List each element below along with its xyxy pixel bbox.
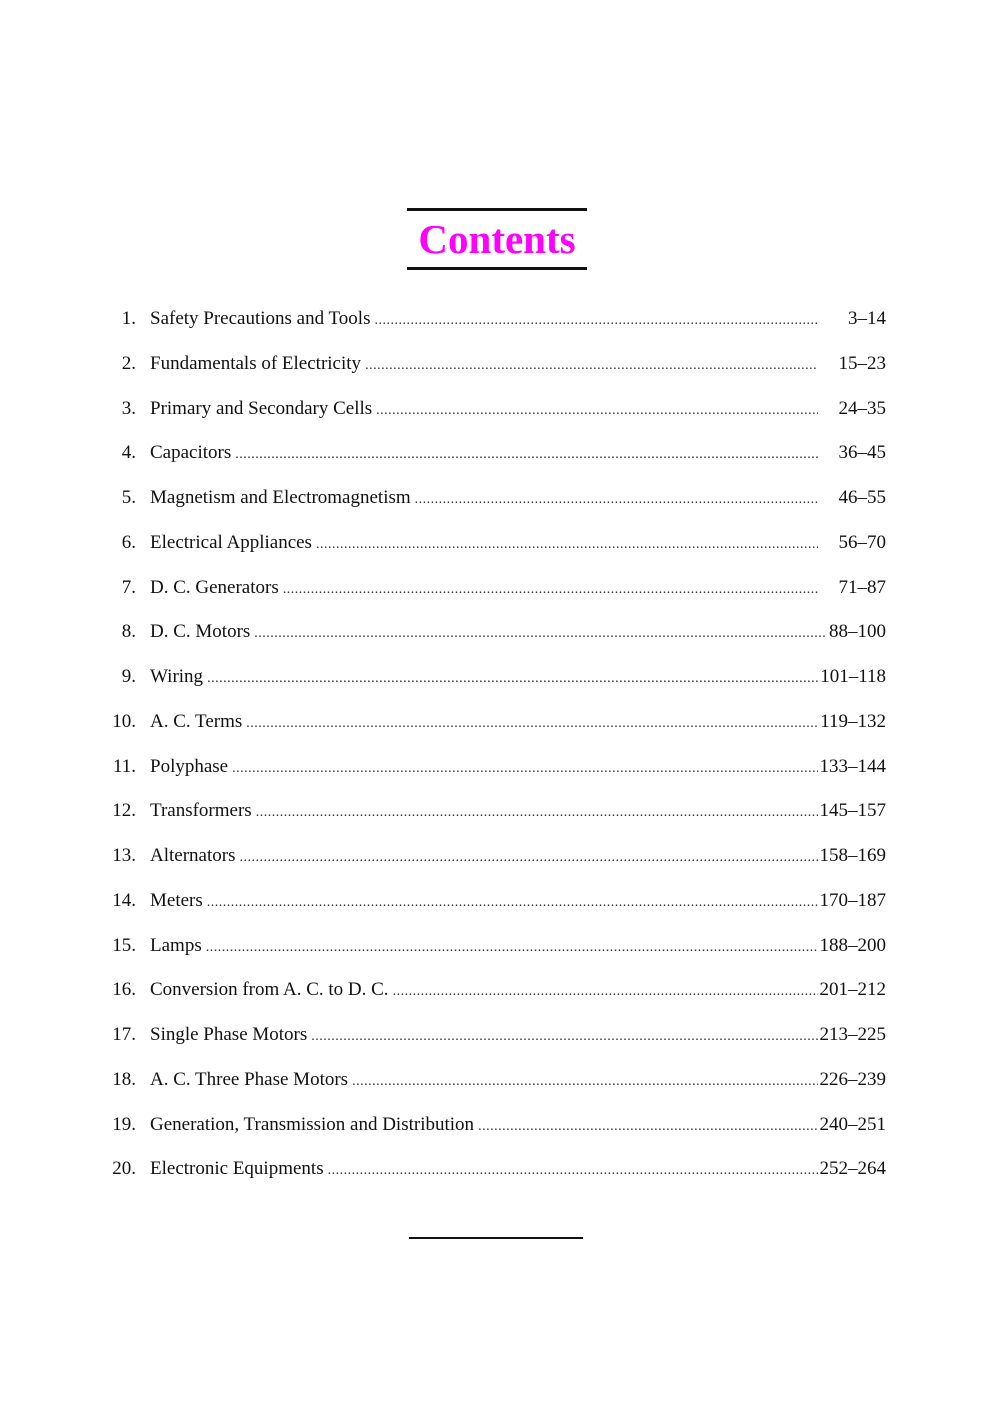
dot-leader	[316, 531, 818, 559]
toc-entry[interactable]	[100, 395, 886, 440]
dot-leader	[207, 889, 818, 917]
toc-entry[interactable]	[100, 663, 886, 708]
chapter-number: 17.	[112, 1024, 136, 1045]
chapter-number: 10.	[112, 710, 136, 732]
dot-leader	[254, 620, 827, 648]
chapter-number: 9.	[121, 666, 136, 687]
toc-entry[interactable]	[100, 484, 886, 529]
chapter-title: D. C. Motors	[150, 621, 251, 643]
chapter-title: A. C. Three Phase Motors	[150, 1068, 349, 1090]
dot-leader	[478, 1113, 817, 1141]
toc-entry[interactable]	[100, 618, 886, 663]
page-range: 252–264	[819, 1158, 886, 1180]
chapter-title: Transformers	[150, 800, 252, 822]
chapter-number: 6.	[121, 531, 136, 553]
chapter-number: 3.	[121, 397, 136, 419]
page-range: 88–100	[829, 621, 886, 643]
toc-entry[interactable]	[100, 842, 886, 887]
chapter-title: Generation, Transmission and Distribution	[150, 1113, 475, 1135]
chapter-number: 11.	[112, 755, 136, 777]
chapter-number: 8.	[121, 621, 136, 643]
page-range: 36–45	[838, 442, 886, 464]
page-range: 213–225	[819, 1024, 886, 1045]
toc-entry[interactable]	[100, 1155, 886, 1200]
chapter-number: 4.	[121, 442, 136, 464]
chapter-number: 20.	[112, 1158, 136, 1180]
toc-entry[interactable]	[100, 350, 886, 395]
chapter-number: 14.	[112, 889, 136, 911]
page-range: 201–212	[819, 979, 886, 1001]
toc-entry[interactable]	[100, 976, 886, 1021]
page-range: 133–144	[819, 755, 886, 777]
table-of-contents	[100, 305, 886, 1200]
page-range: 226–239	[819, 1068, 886, 1090]
dot-leader	[328, 1157, 818, 1185]
page-range: 170–187	[819, 889, 886, 911]
chapter-number: 18.	[112, 1068, 136, 1090]
dot-leader	[311, 1023, 817, 1051]
dot-leader	[365, 352, 818, 380]
dot-leader	[374, 307, 818, 335]
chapter-number: 5.	[121, 487, 136, 508]
toc-entry[interactable]	[100, 1021, 886, 1066]
page-range: 15–23	[838, 352, 886, 374]
dot-leader	[256, 799, 818, 827]
page-title: Contents	[418, 216, 576, 262]
chapter-title: Lamps	[150, 934, 202, 956]
page-range: 46–55	[838, 487, 886, 508]
chapter-title: Single Phase Motors	[150, 1024, 308, 1045]
page-range: 240–251	[819, 1113, 886, 1135]
dot-leader	[235, 441, 818, 469]
chapter-number: 15.	[112, 934, 136, 956]
toc-entry[interactable]	[100, 439, 886, 484]
toc-entry[interactable]	[100, 305, 886, 350]
toc-entry[interactable]	[100, 1066, 886, 1111]
chapter-number: 12.	[112, 800, 136, 822]
dot-leader	[283, 576, 818, 604]
dot-leader	[207, 665, 818, 693]
title-top-rule	[407, 208, 587, 211]
chapter-title: Primary and Secondary Cells	[150, 397, 373, 419]
chapter-number: 2.	[121, 352, 136, 374]
toc-entry[interactable]	[100, 932, 886, 977]
page-range: 24–35	[838, 397, 886, 419]
title-block	[407, 208, 587, 270]
page-range: 145–157	[819, 800, 886, 822]
footer-rule	[409, 1237, 583, 1239]
chapter-title: Magnetism and Electromagnetism	[150, 487, 411, 508]
dot-leader	[415, 486, 818, 514]
page-range: 101–118	[820, 666, 886, 687]
dot-leader	[246, 710, 818, 738]
chapter-title: Polyphase	[150, 755, 229, 777]
chapter-title: A. C. Terms	[150, 710, 243, 732]
page-range: 3–14	[848, 308, 886, 329]
chapter-number: 16.	[112, 979, 136, 1001]
page-range: 119–132	[820, 710, 886, 732]
title-bottom-rule	[407, 267, 587, 270]
toc-entry[interactable]	[100, 574, 886, 619]
page-range: 71–87	[838, 576, 886, 598]
page-range: 56–70	[838, 531, 886, 553]
chapter-title: Wiring	[150, 666, 204, 687]
page-range: 158–169	[819, 845, 886, 866]
chapter-title: Alternators	[150, 845, 236, 866]
chapter-title: Meters	[150, 889, 203, 911]
toc-entry[interactable]	[100, 887, 886, 932]
page-range: 188–200	[819, 934, 886, 956]
dot-leader	[206, 934, 818, 962]
chapter-title: Safety Precautions and Tools	[150, 308, 371, 329]
dot-leader	[376, 397, 818, 425]
dot-leader	[393, 978, 818, 1006]
chapter-title: Capacitors	[150, 442, 232, 464]
toc-entry[interactable]	[100, 797, 886, 842]
chapter-title: Conversion from A. C. to D. C.	[150, 979, 389, 1001]
toc-entry[interactable]	[100, 529, 886, 574]
chapter-title: Electrical Appliances	[150, 531, 312, 553]
dot-leader	[232, 755, 817, 783]
chapter-number: 1.	[121, 308, 136, 329]
chapter-title: D. C. Generators	[150, 576, 279, 598]
chapter-title: Electronic Equipments	[150, 1158, 324, 1180]
chapter-number: 13.	[112, 845, 136, 866]
dot-leader	[352, 1068, 817, 1096]
chapter-number: 19.	[112, 1113, 136, 1135]
toc-entry[interactable]	[100, 708, 886, 753]
dot-leader	[239, 844, 817, 872]
toc-entry[interactable]	[100, 1111, 886, 1156]
chapter-number: 7.	[121, 576, 136, 598]
toc-entry[interactable]	[100, 753, 886, 798]
chapter-title: Fundamentals of Electricity	[150, 352, 362, 374]
